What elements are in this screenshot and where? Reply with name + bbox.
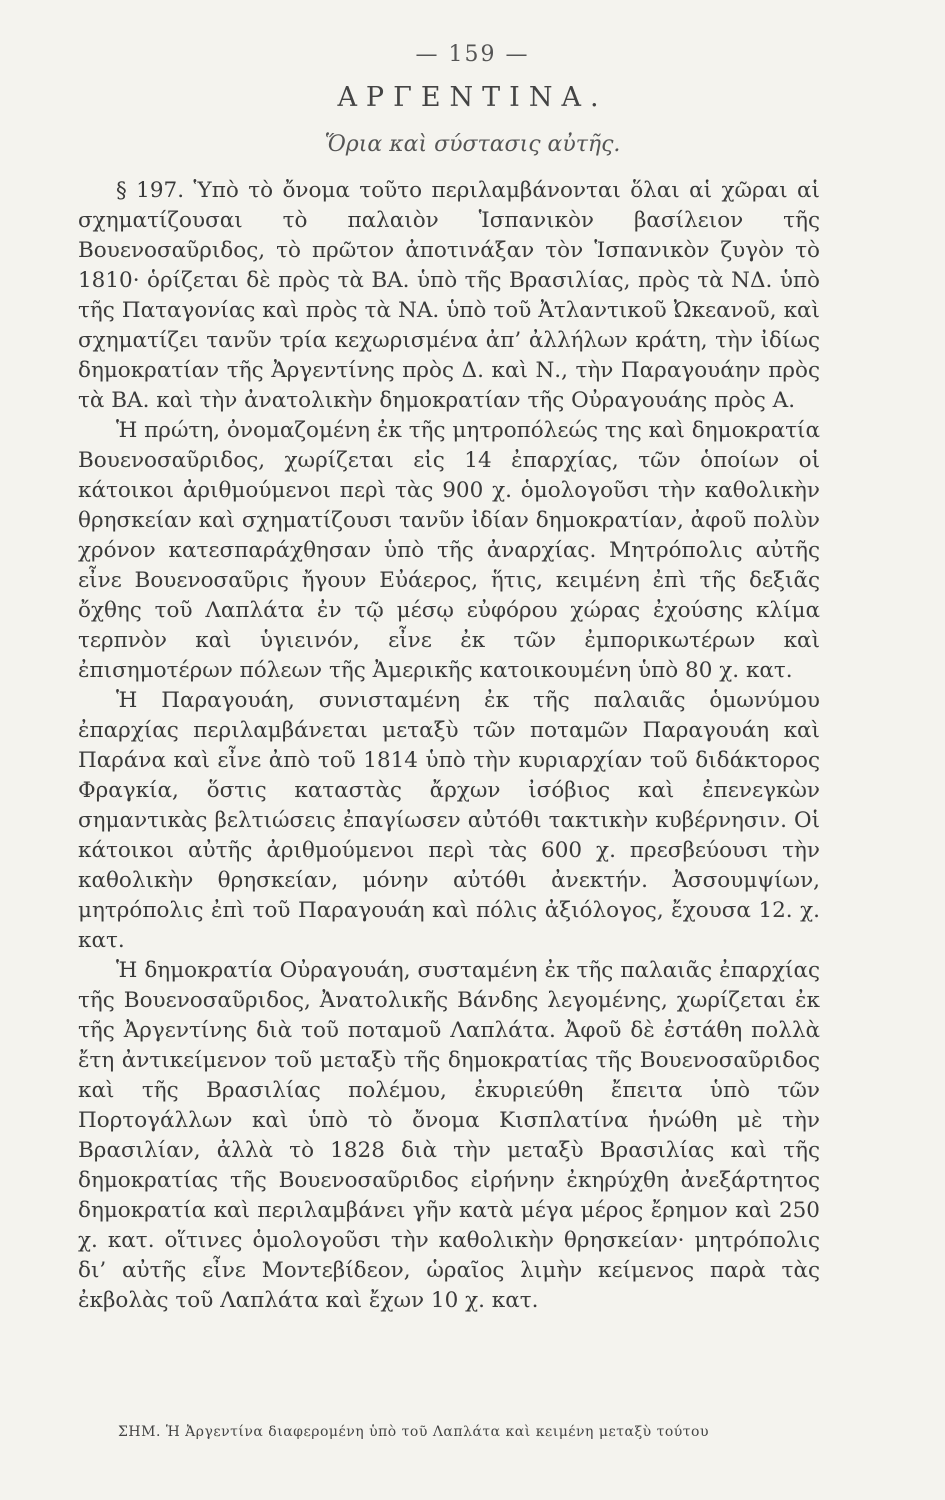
page-number: — 159 — [415, 42, 530, 67]
section-subtitle: Ὅρια καὶ σύστασις αὐτῆς. [324, 132, 621, 157]
page-title: ΑΡΓΕΝΤΙΝΑ. [337, 82, 608, 113]
paragraph-buenos-aires: Ἡ πρώτη, ὀνομαζομένη ἐκ τῆς μητροπόλεώς της καὶ δημοκρατία Βουενοσαῦριδος, χωρίζεται εἰς 14 ἐπαρχίας, τῶν ὁποίων οἱ κάτοικοι ἀριθμούμενοι περὶ τὰς 900 χ. ὁμολογοῦσι τὴν καθολικὴν θρησκείαν καὶ σχηματίζουσι τανῦν ἰδίαν δημοκρατίαν, ἀφοῦ πολὺν χρόνον κατεσπαράχθησαν ὑπὸ τῆς ἀναρχίας. Μητρόπολις αὐτῆς εἶνε Βουενοσαῦρις ἤγουν Εὐάερος, ἥτις, κειμένη ἐπὶ τῆς δεξιᾶς ὄχθης τοῦ Λαπλάτα ἐν τῷ μέσῳ εὐφόρου χώρας ἐχούσης κλίμα τερπνὸν καὶ ὑγιεινόν, εἶνε ἐκ τῶν ἐμπορικωτέρων καὶ ἐπισημοτέρων πόλεων τῆς Ἀμερικῆς κατοικουμένη ὑπὸ 80 χ. κατ. [78, 418, 820, 683]
paragraph-paraguay: Ἡ Παραγουάη, συνισταμένη ἐκ τῆς παλαιᾶς ὁμωνύμου ἐπαρχίας περιλαμβάνεται μεταξὺ τῶν ποταμῶν Παραγουάη καὶ Παράνα καὶ εἶνε ἀπὸ τοῦ 1814 ὑπὸ τὴν κυριαρχίαν τοῦ διδάκτορος Φραγκία, ὅστις καταστὰς ἄρχων ἰσόβιος καὶ ἐπενεγκὼν σημαντικὰς βελτιώσεις ἐπαγίωσεν αὐτόθι τακτικὴν κυβέρνησιν. Οἱ κάτοικοι αὐτῆς ἀριθμούμενοι περὶ τὰς 600 χ. πρεσβεύουσι τὴν καθολικὴν θρησκείαν, μόνην αὐτόθι ἀνεκτήν. Ἀσσουμψίων, μητρόπολις ἐπὶ τοῦ Παραγουάη καὶ πόλις ἀξιόλογος, ἔχουσα 12. χ. κατ. [78, 688, 820, 953]
body-text [78, 176, 820, 1316]
paragraph-uruguay: Ἡ δημοκρατία Οὐραγουάη, συσταμένη ἐκ τῆς παλαιᾶς ἐπαρχίας τῆς Βουενοσαῦριδος, Ἀνατολικῆς Βάνδης λεγομένης, χωρίζεται ἐκ τῆς Ἀργεντίνης διὰ τοῦ ποταμοῦ Λαπλάτα. Ἀφοῦ δὲ ἐστάθη πολλὰ ἔτη ἀντικείμενον τοῦ μεταξὺ τῆς δημοκρατίας τῆς Βουενοσαῦριδος καὶ τῆς Βρασιλίας πολέμου, ἐκυριεύθη ἔπειτα ὑπὸ τῶν Πορτογάλλων καὶ ὑπὸ τὸ ὄνομα Κισπλατίνα ἡνώθη μὲ τὴν Βρασιλίαν, ἀλλὰ τὸ 1828 διὰ τὴν μεταξὺ Βρασιλίας καὶ τῆς δημοκρατίας τῆς Βουενοσαῦριδος εἰρήνην ἐκηρύχθη ἀνεξάρτητος δημοκρατία καὶ περιλαμβάνει γῆν κατὰ μέγα μέρος ἔρημον καὶ 250 χ. κατ. οἵτινες ὁμολογοῦσι τὴν καθολικὴν θρησκείαν· μητρόπολις δι’ αὐτῆς εἶνε Μοντεβίδεον, ὡραῖος λιμὴν κείμενος παρὰ τὰς ἐκβολὰς τοῦ Λαπλάτα καὶ ἔχων 10 χ. κατ. [78, 958, 820, 1313]
footnote: ΣΗΜ. Ἡ Ἀργεντίνα διαφερομένη ὑπὸ τοῦ Λαπλάτα καὶ κειμένη μεταξὺ τούτου [118, 1424, 709, 1440]
paragraph-borders: § 197. Ὑπὸ τὸ ὄνομα τοῦτο περιλαμβάνονται ὅλαι αἱ χῶραι αἱ σχηματίζουσαι τὸ παλαιὸν Ἱσπανικὸν βασίλειον τῆς Βουενοσαῦριδος, τὸ πρῶτον ἀποτινάξαν τὸν Ἱσπανικὸν ζυγὸν τὸ 1810· ὁρίζεται δὲ πρὸς τὰ ΒΑ. ὑπὸ τῆς Βρασιλίας, πρὸς τὰ ΝΔ. ὑπὸ τῆς Παταγονίας καὶ πρὸς τὰ ΝΑ. ὑπὸ τοῦ Ἀτλαντικοῦ Ὠκεανοῦ, καὶ σχηματίζει τανῦν τρία κεχωρισμένα ἀπ’ ἀλλήλων κράτη, τὴν ἰδίως δημοκρατίαν τῆς Ἀργεντίνης πρὸς Δ. καὶ Ν., τὴν Παραγουάην πρὸς τὰ ΒΑ. καὶ τὴν ἀνατολικὴν δημοκρατίαν τῆς Οὐραγουάης πρὸς Α. [78, 178, 820, 413]
